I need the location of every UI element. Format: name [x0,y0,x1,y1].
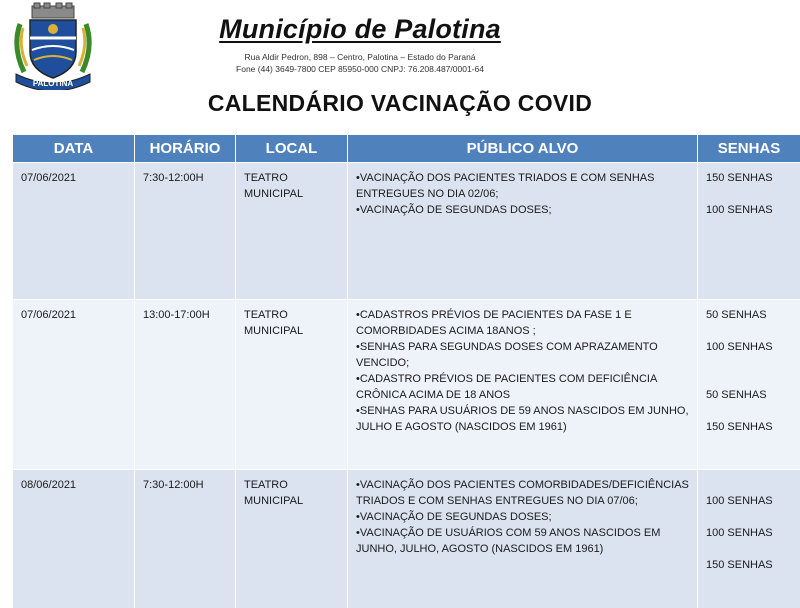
municipality-contact: Fone (44) 3649-7800 CEP 85950-000 CNPJ: 76.208.487/0001-64 [236,64,484,74]
cell-data: 07/06/2021 [13,300,135,470]
cell-horario: 7:30-12:00H [135,163,236,300]
senha-count: 100 SENHAS [706,204,773,216]
senha-spacer [706,355,792,371]
municipality-address: Rua Aldir Pedron, 898 – Centro, Palotina – Estado do Paraná [244,52,476,62]
senha-spacer [706,403,792,419]
cell-horario: 13:00-17:00H [135,300,236,470]
senha-count: 50 SENHAS [706,309,767,321]
municipality-title: Município de Palotina [219,14,501,44]
cell-senhas [698,300,800,470]
table-row [13,300,800,470]
publico-item: •CADASTROS PRÉVIOS DE PACIENTES DA FASE 1 E COMORBIDADES ACIMA 18ANOS ; [356,309,632,337]
publico-item: •SENHAS PARA USUÁRIOS DE 59 ANOS NASCIDOS EM JUNHO, JULHO E AGOSTO (NASCIDOS EM 1961) [356,405,689,433]
table-row [13,470,800,608]
publico-item: •VACINAÇÃO DOS PACIENTES TRIADOS E COM SENHAS ENTREGUES NO DIA 02/06; [356,172,655,200]
senha-spacer [706,477,792,493]
publico-item: •VACINAÇÃO DE USUÁRIOS COM 59 ANOS NASCIDOS EM JUNHO, JULHO, AGOSTO (NASCIDOS EM 1961) [356,527,661,555]
vaccination-schedule-table [12,134,800,608]
cell-senhas [698,470,800,608]
table-row [13,163,800,300]
senha-count: 100 SENHAS [706,495,773,507]
svg-text:PALOTINA: PALOTINA [32,79,74,88]
cell-data: 08/06/2021 [13,470,135,608]
publico-item: •CADASTRO PRÉVIOS DE PACIENTES COM DEFICIÊNCIA CRÔNICA ACIMA DE 18 ANOS [356,373,657,401]
cell-publico-alvo [348,163,698,300]
publico-item: •SENHAS PARA SEGUNDAS DOSES COM APRAZAMENTO VENCIDO; [356,341,658,369]
column-header-horario: HORÁRIO [135,135,236,163]
cell-horario: 7:30-12:00H [135,470,236,608]
senha-spacer [706,323,792,339]
senha-count: 100 SENHAS [706,527,773,539]
cell-local: TEATRO MUNICIPAL [236,300,348,470]
column-header-local: LOCAL [236,135,348,163]
cell-senhas [698,163,800,300]
senha-spacer [706,371,792,387]
cell-local: TEATRO MUNICIPAL [236,163,348,300]
senha-spacer [706,186,792,202]
publico-item: •VACINAÇÃO DOS PACIENTES COMORBIDADES/DEFICIÊNCIAS TRIADOS E COM SENHAS ENTREGUES NO DIA 07/06; [356,479,689,507]
senha-count: 150 SENHAS [706,421,773,433]
table-header-row [13,135,800,163]
senha-count: 100 SENHAS [706,341,773,353]
senha-count: 50 SENHAS [706,389,767,401]
publico-item: •VACINAÇÃO DE SEGUNDAS DOSES; [356,204,552,216]
cell-data: 07/06/2021 [13,163,135,300]
cell-publico-alvo [348,300,698,470]
cell-publico-alvo [348,470,698,608]
senha-count: 150 SENHAS [706,172,773,184]
document-title: CALENDÁRIO VACINAÇÃO COVID [207,90,593,116]
senha-spacer [706,541,792,557]
senha-count: 150 SENHAS [706,559,773,571]
column-header-publico-alvo: PÚBLICO ALVO [348,135,698,163]
column-header-senhas: SENHAS [698,135,800,163]
municipal-coat-of-arms [10,2,96,90]
letterhead [150,14,570,74]
senha-spacer [706,509,792,525]
column-header-data: DATA [13,135,135,163]
cell-local: TEATRO MUNICIPAL [236,470,348,608]
publico-item: •VACINAÇÃO DE SEGUNDAS DOSES; [356,511,552,523]
